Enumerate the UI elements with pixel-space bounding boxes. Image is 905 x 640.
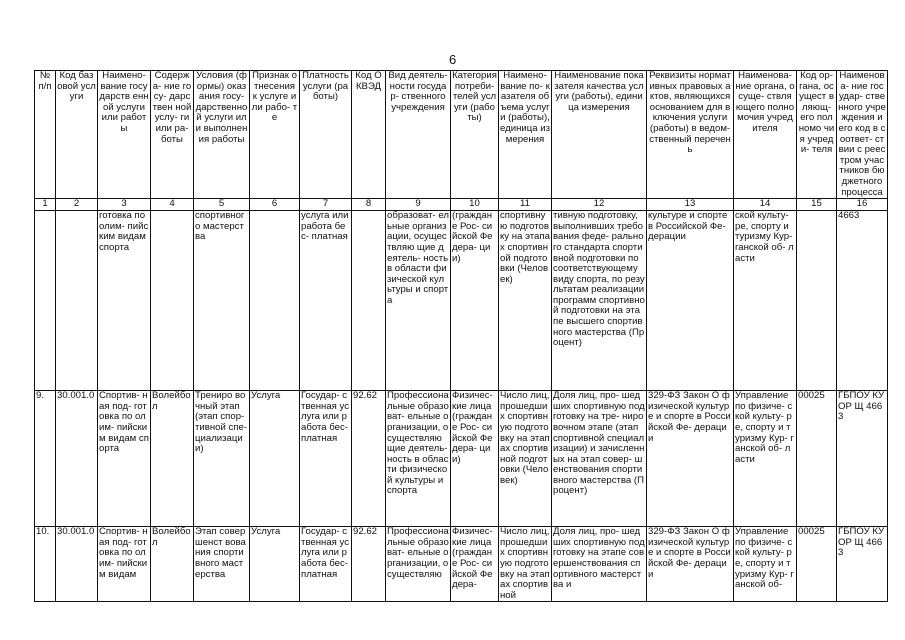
service-type: Услуга	[250, 527, 300, 602]
activity-type: Профессиона льные образоват- ельные организации, осуществляю щие деятель- ность в области физической культуры и спорта	[386, 391, 451, 527]
legal-basis: культуре и спорте в Российской Фе- дерации	[647, 211, 734, 391]
header-cell: Наимено- вание по- казателя объема услуги (работы), единица измерения	[499, 71, 552, 199]
institution-name: 4663	[837, 211, 888, 391]
founder-authority: Управление по физиче- ской культу- ре, спорту и туризму Кур- ганской об-	[734, 527, 797, 602]
volume-indicator: спортивную подготовку на этапах спортивной подготовки (Человек)	[499, 211, 552, 391]
header-cell: Код базовой услуги	[56, 71, 98, 199]
column-number: 4	[151, 199, 194, 211]
activity-type: Профессиона льные образоват- ельные организации, осуществляю	[386, 527, 451, 602]
authority-code: 00025	[797, 391, 837, 527]
header-cell: Наимено- вание государств енной услуги или работы	[98, 71, 151, 199]
institution-name: ГБПОУ КУОР Щ 4663	[837, 527, 888, 602]
service-payment: услуга или работа бес- платная	[300, 211, 352, 391]
okved-code	[352, 211, 386, 391]
page-number: 6	[449, 52, 457, 67]
consumer-category: Физичес- кие лица (граждане Рос- сийской Федера-	[451, 527, 499, 602]
header-cell: Вид деятель- ности государ- ственного учреждения	[386, 71, 451, 199]
service-conditions: Этап совершенст вования спортивного мастерства	[194, 527, 250, 602]
founder-authority: ской культу- ре, спорту и туризму Кур- ганской об- ласти	[734, 211, 797, 391]
service-content: Волейбол	[151, 527, 194, 602]
row-number: 10.	[35, 527, 56, 602]
service-name: готовка по олим- пийским видам спорта	[98, 211, 151, 391]
header-cell: Код ОКВЭД	[352, 71, 386, 199]
legal-basis: 329-ФЗ Закон О физической культуре и спорте в Российской Фе- дерации	[647, 391, 734, 527]
volume-indicator: Число лиц, прошедших спортивную подготовку на этапах спортивной	[500, 526, 550, 601]
service-code: 30.001.0	[56, 391, 98, 527]
service-name: Спортив- ная под- готовка по олим- пийским видам спорта	[98, 391, 151, 527]
okved-code: 92.62	[352, 391, 386, 527]
row-number: 9.	[35, 391, 56, 527]
column-number: 14	[734, 199, 797, 211]
column-number: 1	[35, 199, 56, 211]
service-payment: Государ- ственная услуга или работа бес- платная	[300, 391, 352, 527]
column-number: 7	[300, 199, 352, 211]
header-cell: Наименование показателя качества услуги (работы), единица измерения	[552, 71, 647, 199]
header-row	[35, 71, 888, 199]
column-number: 10	[451, 199, 499, 211]
header-cell: Содержа- ние госу- дарствен ной услу- ги или ра- боты	[151, 71, 194, 199]
authority-code	[797, 211, 837, 391]
service-code	[56, 211, 98, 391]
service-name: Спортив- ная под- готовка по олим- пийским видам	[98, 527, 151, 602]
service-type	[250, 211, 300, 391]
service-content: Волейбол	[151, 391, 194, 527]
column-number: 11	[499, 199, 552, 211]
header-cell: Признак отнесения к услуге или рабо- те	[250, 71, 300, 199]
services-table	[34, 70, 888, 602]
service-content	[151, 211, 194, 391]
authority-code: 00025	[797, 527, 837, 602]
column-number: 9	[386, 199, 451, 211]
column-number: 3	[98, 199, 151, 211]
header-cell: Реквизиты нормативных правовых актов, являющихся основанием для включения услуги (работы) в ведом- ственный перечень	[647, 71, 734, 199]
header-cell: Наименова- ние органа, осуще- ствляющего полномочия учредителя	[734, 71, 797, 199]
quality-indicator: Доля лиц, про- шедших спортивную подготовку на тре- нировочном этапе (этап спортивной специализации) и зачисленных на этап совер- шенствования спортивного мастерства (Процент)	[552, 391, 647, 527]
header-cell: № п/п	[35, 71, 56, 199]
service-conditions: Трениро вочный этап (этап спор- тивной спе- циализации)	[194, 391, 250, 527]
service-payment: Государ- ственная услуга или работа бес- платная	[300, 527, 352, 602]
institution-name: ГБПОУ КУОР Щ 4663	[837, 391, 888, 527]
column-number: 16	[837, 199, 888, 211]
header-cell: Наименова- ние государ- ственного учреждения и его код в соответ- ствии с реестром участников бюджетного процесса	[838, 70, 886, 198]
column-number: 2	[56, 199, 98, 211]
header-cell: Категория потреби- телей услуги (работы)	[451, 71, 499, 199]
legal-basis: 329-ФЗ Закон О физической культуре и спорте в Российской Фе- дерации	[647, 527, 734, 602]
row-number	[35, 211, 56, 391]
table-row	[35, 211, 888, 391]
header-cell: Условия (формы) оказания госу- дарственно й услуги или выполнения работы	[194, 71, 250, 199]
consumer-category: (граждане Рос- сийской Федера- ции)	[451, 211, 499, 391]
table-row	[35, 527, 888, 602]
column-number: 6	[250, 199, 300, 211]
table-row	[35, 391, 888, 527]
column-number-row	[35, 199, 888, 211]
activity-type: образоват- ельные организации, осуществляю щие деятель- ность в области физической культуры и спорта	[386, 211, 451, 391]
column-number: 5	[194, 199, 250, 211]
service-type: Услуга	[250, 391, 300, 527]
volume-indicator: Число лиц, прошедших спортивную подготовку на этапах спортивной подготовки (Человек)	[499, 391, 552, 527]
quality-indicator: Доля лиц, про- шедших спортивную подготовку на этапе совершенствования спортивного мастерства и	[552, 527, 647, 602]
header-cell: Код ор- гана, осущест вляющ- его полномо чия учреди- теля	[797, 71, 837, 199]
column-number: 15	[797, 199, 837, 211]
founder-authority: Управление по физиче- ской культу- ре, спорту и туризму Кур- ганской об- ласти	[734, 391, 797, 527]
service-conditions: спортивного мастерства	[194, 211, 250, 391]
service-code: 30.001.0	[56, 527, 98, 602]
column-number: 8	[352, 199, 386, 211]
column-number: 12	[552, 199, 647, 211]
okved-code: 92.62	[352, 527, 386, 602]
consumer-category: Физичес- кие лица (граждане Рос- сийской Федера- ции)	[451, 391, 499, 527]
quality-indicator: тивную подготовку, выполнивших требования феде- рального стандарта спортивной подготовки по соответствующему виду спорта, по результатам реализации программ спортивной подготовки на этапе высшего спортивного мастерства (Процент)	[552, 211, 647, 391]
column-number: 13	[647, 199, 734, 211]
header-cell: Платность услуги (работы)	[300, 71, 352, 199]
